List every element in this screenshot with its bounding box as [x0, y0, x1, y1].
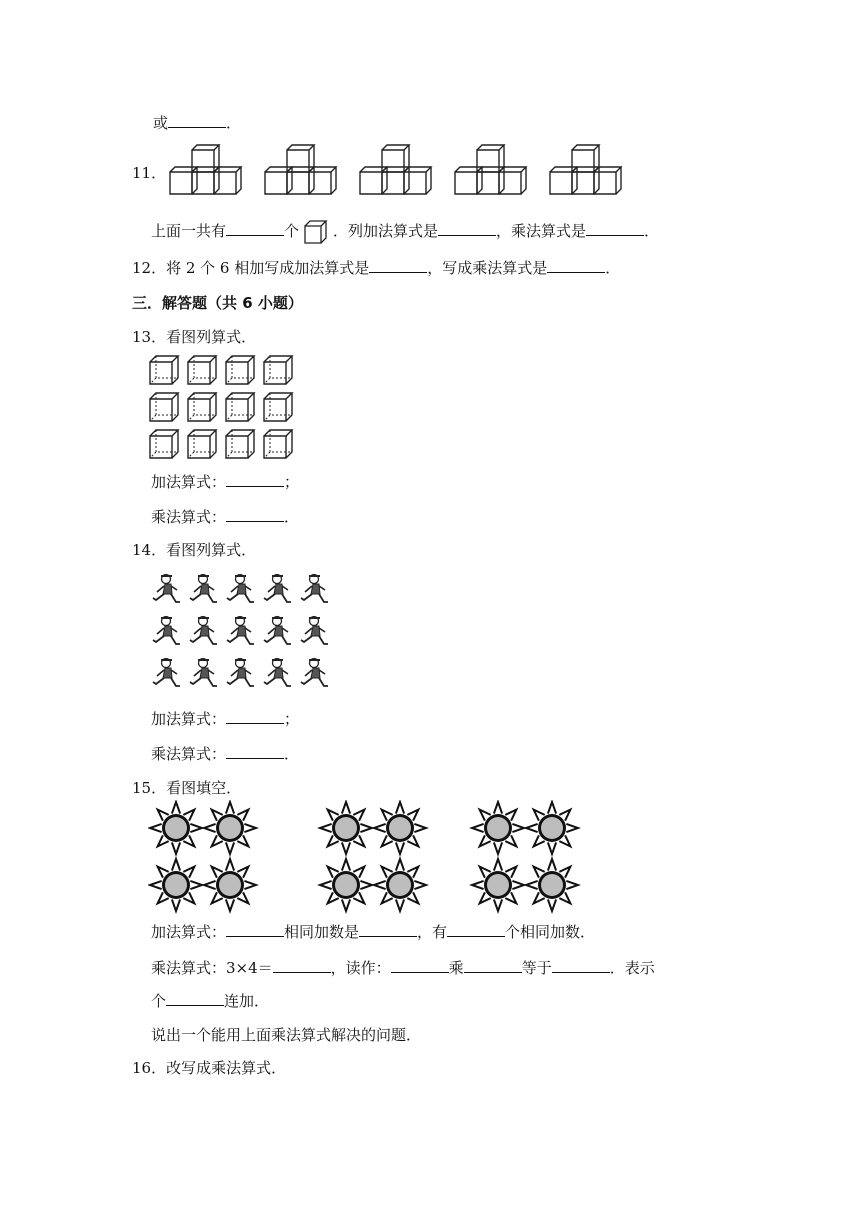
cube-icon: [264, 356, 292, 384]
q11-question-line: [151, 218, 659, 246]
q15-sun-groups: [148, 800, 588, 915]
text: ，乘法算式是: [496, 222, 587, 240]
answer-blank[interactable]: [359, 922, 417, 937]
sun-icon: [374, 859, 426, 911]
sun-icon: [150, 859, 202, 911]
cube-icon: [264, 393, 292, 421]
sun-icon: [150, 802, 202, 854]
text: 乘法算式：: [151, 508, 227, 526]
answer-blank[interactable]: [226, 221, 284, 236]
section-3-heading: 三．解答题（共 6 小题）: [132, 294, 303, 312]
answer-blank[interactable]: [226, 709, 284, 724]
text: ．: [284, 508, 300, 526]
sun-icon: [526, 802, 578, 854]
text: 乘法算式：: [151, 745, 227, 763]
q14-title: 14．看图列算式．: [132, 541, 257, 559]
answer-blank[interactable]: [226, 922, 284, 937]
q11-number: 11．: [132, 164, 167, 182]
runner-icon: [227, 575, 254, 603]
runner-icon: [301, 659, 328, 687]
answer-blank[interactable]: [447, 922, 505, 937]
q16-title: 16．改写成乘法算式．: [132, 1059, 287, 1077]
runner-icon: [190, 575, 217, 603]
cube-icon: [265, 167, 292, 194]
q14-mul-line: [151, 744, 299, 764]
text: 相同加数是: [284, 923, 360, 941]
answer-blank[interactable]: [547, 258, 605, 273]
sun-icon: [374, 802, 426, 854]
cube-icon: [150, 430, 178, 458]
cube-icon: [360, 167, 387, 194]
text: ．: [605, 259, 621, 277]
text: 个相同加数．: [505, 923, 596, 941]
answer-blank[interactable]: [464, 958, 522, 973]
runner-icon: [264, 659, 291, 687]
runner-icon: [190, 659, 217, 687]
text: 乘: [448, 959, 464, 977]
answer-blank[interactable]: [369, 258, 427, 273]
runner-icon: [264, 575, 291, 603]
q15-mul-line: [151, 958, 655, 978]
cube-icon: [264, 430, 292, 458]
text: ．: [284, 745, 300, 763]
answer-blank[interactable]: [166, 991, 224, 1006]
text: 加法算式：: [151, 923, 227, 941]
runner-icon: [301, 617, 328, 645]
sun-icon: [320, 859, 372, 911]
text: ．列加法算式是: [333, 222, 439, 240]
text: ；: [284, 710, 300, 728]
q13-title: 13．看图列算式．: [132, 328, 257, 346]
answer-blank[interactable]: [438, 221, 496, 236]
q15-title: 15．看图填空．: [132, 779, 242, 797]
cube-icon: [550, 167, 577, 194]
runner-icon: [227, 617, 254, 645]
cube-icon: [188, 356, 216, 384]
cube-icon: [150, 356, 178, 384]
text: ．: [644, 222, 660, 240]
runner-icon: [301, 575, 328, 603]
text: 乘法算式：3×4＝: [151, 959, 273, 977]
q13-mul-line: [151, 507, 299, 527]
text: ．: [226, 114, 242, 132]
sun-icon: [204, 802, 256, 854]
answer-blank[interactable]: [168, 113, 226, 128]
text: 12．将 2 个 6 相加写成加法算式是: [132, 259, 370, 277]
answer-blank[interactable]: [226, 744, 284, 759]
text: 加法算式：: [151, 473, 227, 491]
text: 连加．: [224, 992, 270, 1010]
text: ，有: [417, 923, 448, 941]
text: 上面一共有: [151, 222, 227, 240]
q14-add-line: [151, 709, 299, 729]
sun-icon: [204, 859, 256, 911]
text: 个: [151, 992, 167, 1010]
text: ，读作：: [330, 959, 391, 977]
runner-icon: [264, 617, 291, 645]
q14-runner-grid: [147, 570, 337, 700]
answer-blank[interactable]: [273, 958, 331, 973]
answer-blank[interactable]: [226, 472, 284, 487]
cube-icon: [188, 430, 216, 458]
cube-icon: [226, 430, 254, 458]
sun-icon: [526, 859, 578, 911]
q13-add-line: [151, 472, 299, 492]
cube-icon: [455, 167, 482, 194]
cube-icon: [150, 393, 178, 421]
runner-icon: [153, 659, 180, 687]
answer-blank[interactable]: [552, 958, 610, 973]
answer-blank[interactable]: [586, 221, 644, 236]
q15-repeat-line: [151, 991, 269, 1011]
answer-blank[interactable]: [226, 507, 284, 522]
q15-prompt-line: 说出一个能用上面乘法算式解决的问题．: [151, 1026, 422, 1044]
cube-icon: [170, 167, 197, 194]
q13-cube-grid: [148, 354, 298, 464]
q12-line: [132, 258, 620, 278]
runner-icon: [227, 659, 254, 687]
text: ；: [284, 473, 300, 491]
q15-add-line: [151, 922, 595, 942]
q11-cube-figures: [168, 144, 628, 202]
sun-icon: [472, 802, 524, 854]
text: 个: [284, 222, 300, 240]
text: 等于: [521, 959, 552, 977]
q10-tail-line: [153, 113, 241, 133]
text: 或: [153, 114, 169, 132]
cube-icon: [188, 393, 216, 421]
small-cube-icon: [301, 218, 331, 246]
runner-icon: [153, 575, 180, 603]
sun-icon: [472, 859, 524, 911]
text: ．表示: [609, 959, 655, 977]
cube-icon: [226, 356, 254, 384]
cube-icon: [226, 393, 254, 421]
runner-icon: [190, 617, 217, 645]
text: 加法算式：: [151, 710, 227, 728]
text: ，写成乘法算式是: [427, 259, 548, 277]
runner-icon: [153, 617, 180, 645]
sun-icon: [320, 802, 372, 854]
answer-blank[interactable]: [391, 958, 449, 973]
